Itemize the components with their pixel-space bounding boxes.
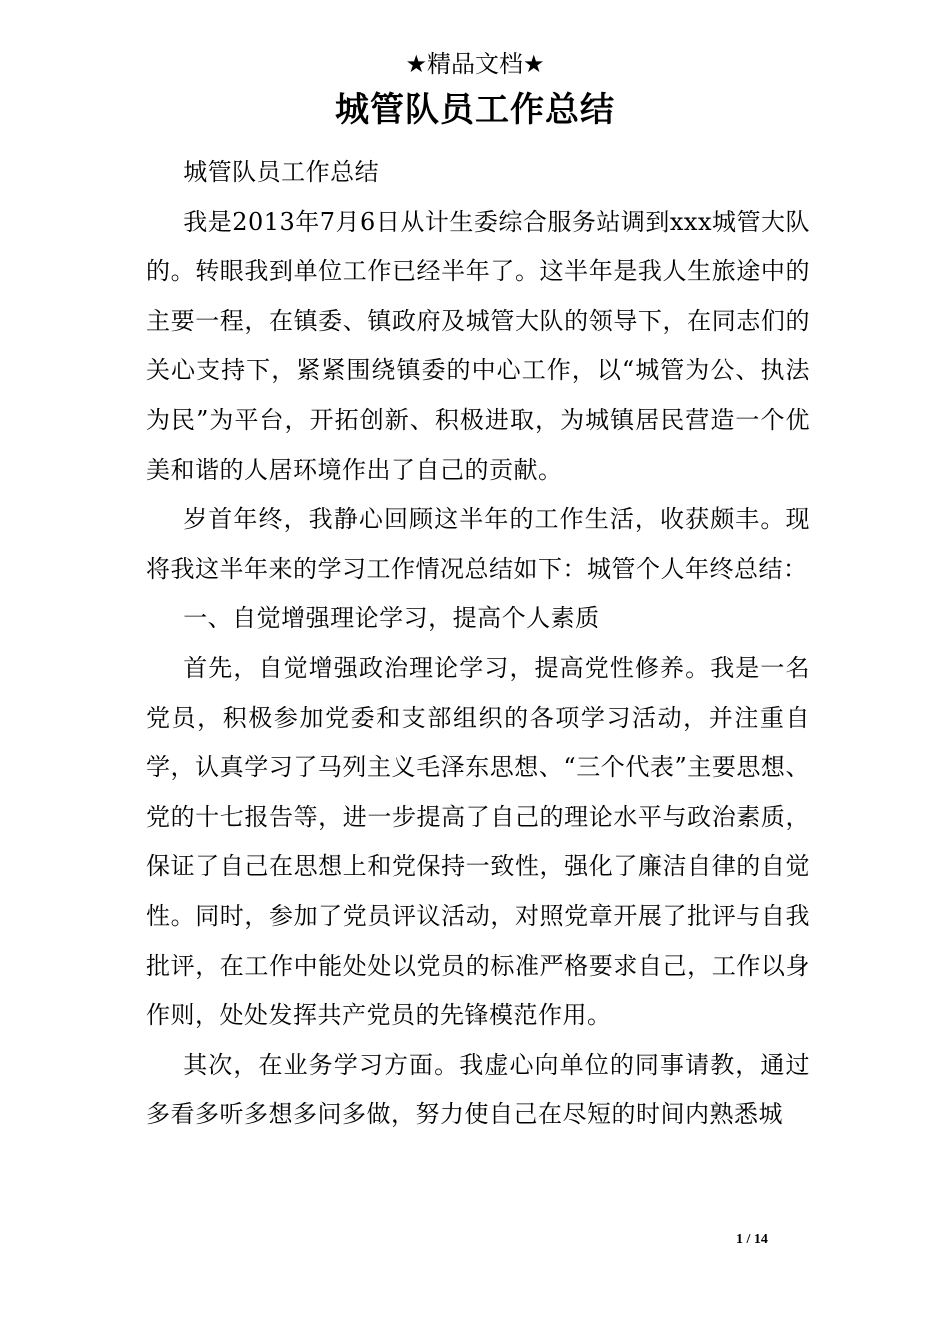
body-paragraph: 其次，在业务学习方面。我虚心向单位的同事请教，通过多看多听多想多问多做，努力使自己在尽短的时间内熟悉城 (146, 1050, 810, 1129)
document-body (146, 148, 810, 1140)
body-paragraph: 首先，自觉增强政治理论学习，提高党性修养。我是一名党员，积极参加党委和支部组织的各项学习活动，并注重自学，认真学习了马列主义毛泽东思想、“三个代表”主要思想、党的十七报告等，进一步提高了自己的理论水平与政治素质，保证了自己在思想上和党保持一致性，强化了廉洁自律的自觉性。同时，参加了党员评议活动，对照党章开展了批评与自我批评，在工作中能处处以党员的标准严格要求自己，工作以身作则，处处发挥共产党员的先锋模范作用。 (146, 653, 810, 1030)
subtitle-paragraph: 城管队员工作总结 (183, 158, 380, 186)
body-paragraph: 岁首年终，我静心回顾这半年的工作生活，收获颇丰。现将我这半年来的学习工作情况总结如下：城管个人年终总结： (146, 505, 810, 583)
body-paragraph: 我是2013年7月6日从计生委综合服务站调到xxx城管大队的。转眼我到单位工作已经半年了。这半年是我人生旅途中的主要一程，在镇委、镇政府及城管大队的领导下，在同志们的关心支持下，紧紧围绕镇委的中心工作，以“城管为公、执法为民”为平台，开拓创新、积极进取，为城镇居民营造一个优美和谐的人居环境作出了自己的贡献。 (146, 207, 810, 484)
header-mark: ★精品文档★ (405, 50, 545, 78)
section-heading: 一、自觉增强理论学习，提高个人素质 (183, 604, 600, 633)
page-number: 1 / 14 (736, 1232, 768, 1247)
page-title: 城管队员工作总结 (335, 90, 615, 130)
